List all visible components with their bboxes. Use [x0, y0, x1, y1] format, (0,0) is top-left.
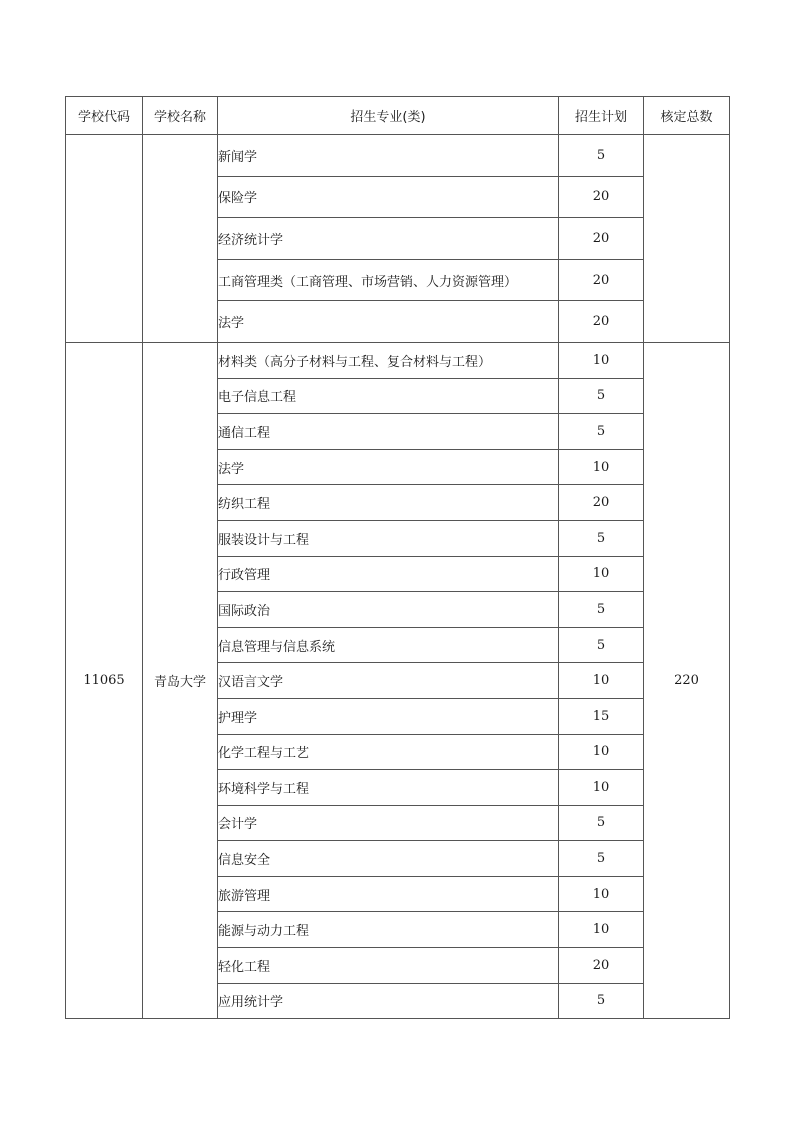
major-cell: 化学工程与工艺 [218, 734, 559, 770]
major-cell: 会计学 [218, 805, 559, 841]
major-cell: 法学 [218, 301, 559, 343]
plan-cell: 5 [559, 592, 644, 628]
plan-cell: 5 [559, 627, 644, 663]
major-cell: 法学 [218, 449, 559, 485]
major-cell: 国际政治 [218, 592, 559, 628]
approved-total-cell [644, 135, 730, 343]
school-code-cell [66, 135, 143, 343]
plan-cell: 20 [559, 948, 644, 984]
plan-cell: 10 [559, 734, 644, 770]
plan-cell: 20 [559, 259, 644, 301]
plan-cell: 5 [559, 414, 644, 450]
major-cell: 能源与动力工程 [218, 912, 559, 948]
major-cell: 材料类（高分子材料与工程、复合材料与工程） [218, 342, 559, 378]
major-cell: 工商管理类（工商管理、市场营销、人力资源管理） [218, 259, 559, 301]
plan-cell: 5 [559, 378, 644, 414]
header-major: 招生专业(类) [218, 97, 559, 135]
plan-cell: 5 [559, 983, 644, 1019]
major-cell: 服装设计与工程 [218, 520, 559, 556]
plan-cell: 10 [559, 342, 644, 378]
plan-cell: 5 [559, 805, 644, 841]
plan-cell: 20 [559, 218, 644, 260]
major-cell: 旅游管理 [218, 876, 559, 912]
major-cell: 汉语言文学 [218, 663, 559, 699]
approved-total-cell: 220 [644, 342, 730, 1018]
plan-cell: 10 [559, 912, 644, 948]
major-cell: 经济统计学 [218, 218, 559, 260]
header-school-code: 学校代码 [66, 97, 143, 135]
plan-cell: 10 [559, 770, 644, 806]
major-cell: 应用统计学 [218, 983, 559, 1019]
header-school-name: 学校名称 [143, 97, 218, 135]
plan-cell: 10 [559, 876, 644, 912]
plan-cell: 10 [559, 449, 644, 485]
major-cell: 新闻学 [218, 135, 559, 177]
school-name-cell: 青岛大学 [143, 342, 218, 1018]
plan-cell: 10 [559, 663, 644, 699]
enrollment-table [65, 96, 730, 1019]
major-cell: 信息管理与信息系统 [218, 627, 559, 663]
plan-cell: 20 [559, 176, 644, 218]
plan-cell: 5 [559, 841, 644, 877]
major-cell: 信息安全 [218, 841, 559, 877]
header-approved-total: 核定总数 [644, 97, 730, 135]
plan-cell: 15 [559, 698, 644, 734]
header-row [66, 97, 730, 135]
major-cell: 电子信息工程 [218, 378, 559, 414]
major-cell: 保险学 [218, 176, 559, 218]
plan-cell: 10 [559, 556, 644, 592]
major-cell: 行政管理 [218, 556, 559, 592]
major-cell: 环境科学与工程 [218, 770, 559, 806]
major-cell: 纺织工程 [218, 485, 559, 521]
plan-cell: 20 [559, 485, 644, 521]
plan-cell: 20 [559, 301, 644, 343]
plan-cell: 5 [559, 135, 644, 177]
major-cell: 通信工程 [218, 414, 559, 450]
school-code-cell: 11065 [66, 342, 143, 1018]
school-name-cell [143, 135, 218, 343]
table-row [66, 135, 730, 177]
plan-cell: 5 [559, 520, 644, 556]
table-row [66, 342, 730, 378]
major-cell: 护理学 [218, 698, 559, 734]
header-plan: 招生计划 [559, 97, 644, 135]
major-cell: 轻化工程 [218, 948, 559, 984]
